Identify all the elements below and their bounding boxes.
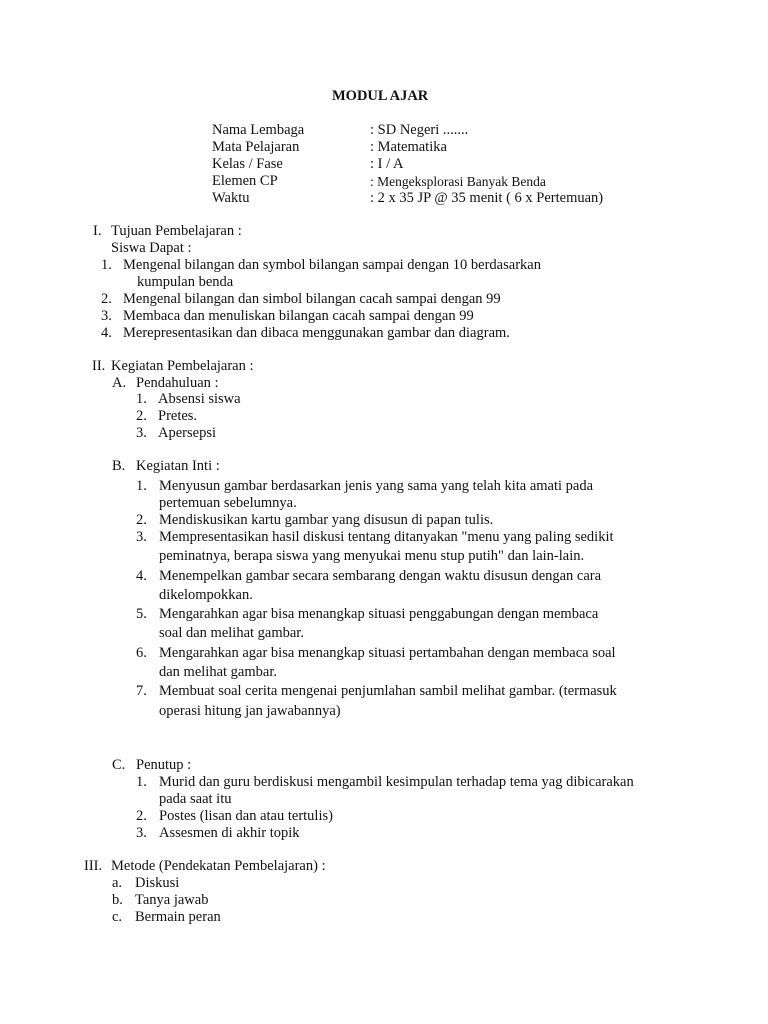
info-label-kelas-fase: Kelas / Fase (212, 156, 283, 172)
info-label-waktu: Waktu (212, 190, 250, 206)
info-value-elemen-cp: : Mengeksplorasi Banyak Benda (370, 174, 546, 189)
list-item-number: 7. (136, 683, 147, 699)
list-item-number: 1. (136, 478, 147, 494)
section-subheading: Siswa Dapat : (111, 240, 192, 256)
list-item-number: a. (112, 875, 123, 891)
list-item-text: Mengarahkan agar bisa menangkap situasi penggabungan dengan membaca (159, 606, 599, 622)
list-item-text: Postes (lisan dan atau tertulis) (159, 808, 333, 824)
list-item-text: Mendiskusikan kartu gambar yang disusun di papan tulis. (159, 512, 494, 528)
list-item-text: Apersepsi (158, 425, 216, 441)
list-item-number: 2. (101, 291, 112, 307)
list-item-text: peminatnya, berapa siswa yang menyukai menu stup putih" dan lain-lain. (159, 548, 585, 564)
list-item-text: Membaca dan menuliskan bilangan cacah sampai dengan 99 (123, 308, 474, 324)
list-item-text: pada saat itu (159, 791, 232, 807)
list-item-text: Menempelkan gambar secara sembarang dengan waktu disusun dengan cara (159, 568, 602, 584)
info-value-mata-pelajaran: : Matematika (370, 139, 447, 155)
section-number: II. (92, 358, 106, 374)
list-item-number: 4. (101, 325, 112, 341)
list-item-text: operasi hitung jan jawabannya) (159, 703, 341, 719)
list-item-number: 4. (136, 568, 147, 584)
list-item-number: 1. (136, 391, 147, 407)
list-item-text: dan melihat gambar. (159, 664, 277, 680)
list-item-text: Membuat soal cerita mengenai penjumlahan sambil melihat gambar. (termasuk (159, 683, 617, 699)
info-label-nama-lembaga: Nama Lembaga (212, 122, 305, 138)
list-item-number: 3. (136, 529, 147, 545)
subsection-letter: A. (112, 375, 127, 391)
list-item-text: dikelompokkan. (159, 587, 253, 603)
list-item-text: Mengenal bilangan dan symbol bilangan sampai dengan 10 berdasarkan (123, 257, 541, 273)
info-label-mata-pelajaran: Mata Pelajaran (212, 139, 300, 155)
section-heading-tujuan: Tujuan Pembelajaran : (111, 223, 242, 239)
subsection-heading-kegiatan-inti: Kegiatan Inti : (136, 458, 220, 474)
list-item-text: Mempresentasikan hasil diskusi tentang ditanyakan "menu yang paling sedikit (159, 529, 614, 545)
list-item-number: b. (112, 892, 123, 908)
list-item-number: 3. (101, 308, 112, 324)
list-item-number: 6. (136, 645, 147, 661)
list-item-number: 3. (136, 425, 147, 441)
list-item-number: c. (112, 909, 123, 925)
list-item-number: 2. (136, 512, 147, 528)
document-title: MODUL AJAR (332, 88, 429, 104)
list-item-text: Assesmen di akhir topik (159, 825, 300, 841)
subsection-letter: B. (112, 458, 126, 474)
subsection-heading-pendahuluan: Pendahuluan : (136, 375, 219, 391)
list-item-text: pertemuan sebelumnya. (159, 495, 297, 511)
list-item-text: soal dan melihat gambar. (159, 625, 304, 641)
list-item-number: 2. (136, 808, 147, 824)
subsection-letter: C. (112, 757, 126, 773)
list-item-number: 5. (136, 606, 147, 622)
list-item-text: Menyusun gambar berdasarkan jenis yang sama yang telah kita amati pada (159, 478, 594, 494)
list-item-text: Absensi siswa (158, 391, 241, 407)
list-item-text: Pretes. (158, 408, 198, 424)
section-number: III. (84, 858, 103, 874)
section-heading-kegiatan: Kegiatan Pembelajaran : (111, 358, 254, 374)
list-item-text: Merepresentasikan dan dibaca menggunakan gambar dan diagram. (123, 325, 510, 341)
list-item-text: Diskusi (135, 875, 180, 891)
list-item-text: Bermain peran (135, 909, 221, 925)
list-item-text: Tanya jawab (135, 892, 209, 908)
info-value-waktu: : 2 x 35 JP @ 35 menit ( 6 x Pertemuan) (370, 190, 604, 206)
subsection-heading-penutup: Penutup : (136, 757, 192, 773)
list-item-text: Murid dan guru berdiskusi mengambil kesimpulan terhadap tema yag dibicarakan (159, 774, 634, 790)
list-item-number: 3. (136, 825, 147, 841)
list-item-number: 1. (101, 257, 112, 273)
info-label-elemen-cp: Elemen CP (212, 173, 278, 189)
info-value-nama-lembaga: : SD Negeri ....... (370, 122, 469, 138)
list-item-text: kumpulan benda (137, 274, 234, 290)
list-item-text: Mengenal bilangan dan simbol bilangan cacah sampai dengan 99 (123, 291, 501, 307)
list-item-number: 2. (136, 408, 147, 424)
list-item-text: Mengarahkan agar bisa menangkap situasi pertambahan dengan membaca soal (159, 645, 616, 661)
section-number: I. (93, 223, 102, 239)
info-value-kelas-fase: : I / A (370, 156, 404, 172)
section-heading-metode: Metode (Pendekatan Pembelajaran) : (111, 858, 326, 874)
list-item-number: 1. (136, 774, 147, 790)
